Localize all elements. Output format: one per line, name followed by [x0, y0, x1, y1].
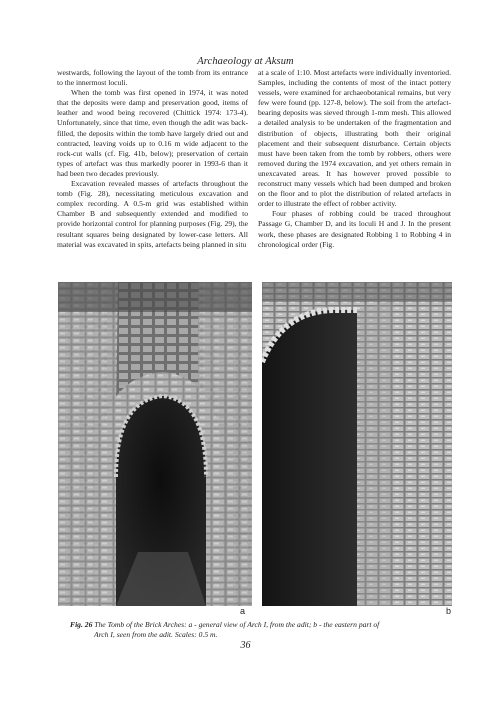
photo-arch-general-view	[58, 282, 252, 606]
paragraph: at a scale of 1:10. Most artefacts were individually inventoried. Samples, including the contents of most of the intact pottery vessels, were examined for archaeobotanical remains, but very few were found (pp. 127-8, below). The soil from the artefact-bearing deposits was sieved through 1-mm mesh. This allowed a detailed analysis to be undertaken of the fragmentation and distribution of objects, illustrating both their original placement and their subsequent disturbance. Certain objects must have been taken from the tomb by robbers, others were removed during the 1974 excavation, and yet others remain in unexcavated areas. It has however proved possible to reconstruct many vessels which had been dumped and broken on the floor and to plot the distribution of related artefacts in order to illustrate the effect of robber activity.	[258, 68, 451, 209]
running-head: Archaeology at Aksum	[197, 56, 294, 67]
right-text-column	[258, 68, 451, 250]
page-number: 36	[240, 640, 251, 651]
figure-caption	[70, 620, 450, 640]
figure-panel-label-a: a	[240, 606, 246, 616]
paragraph: When the tomb was first opened in 1974, it was noted that the deposits were damp and preservation good, items of leather and wood being recovered (Chittick 1974: 173-4). Unfortunately, since that time, even though the adit was back-filled, the deposits within the tomb have largely dried out and contracted, leaving voids up to 0.16 m wide adjacent to the rock-cut walls (cf. Fig. 41b, below); preservation of certain types of artefact was thus markedly poorer in 1993-6 than it had been two decades previously.	[57, 88, 248, 178]
paragraph: Four phases of robbing could be traced throughout Passage G, Chamber D, and its loculi H and J. In the present work, these phases are designated Robbing 1 to Robbing 4 in chronological order (Fig.	[258, 209, 451, 249]
paragraph: westwards, following the layout of the tomb from its entrance to the innermost loculi.	[57, 68, 248, 88]
caption-text: The Tomb of the Brick Arches: a - general view of Arch I, from the adit; b - the eastern part of	[94, 620, 380, 629]
figure-panel-label-b: b	[446, 606, 452, 616]
caption-text-line2: Arch I, seen from the adit. Scales: 0.5 m.	[94, 630, 218, 639]
photo-arch-eastern-part	[262, 282, 452, 606]
figure-number: Fig. 26	[70, 620, 93, 629]
paragraph: Excavation revealed masses of artefacts throughout the tomb (Fig. 28), necessitating meticulous excavation and complex recording. A 0.5-m grid was established within Chamber B and subsequently extended and modified to provide horizontal control for planning purposes (Fig. 29), the resultant squares being designated by lower-case letters. All material was excavated in spits, artefacts being planned in situ	[57, 179, 248, 249]
left-text-column	[57, 68, 248, 250]
